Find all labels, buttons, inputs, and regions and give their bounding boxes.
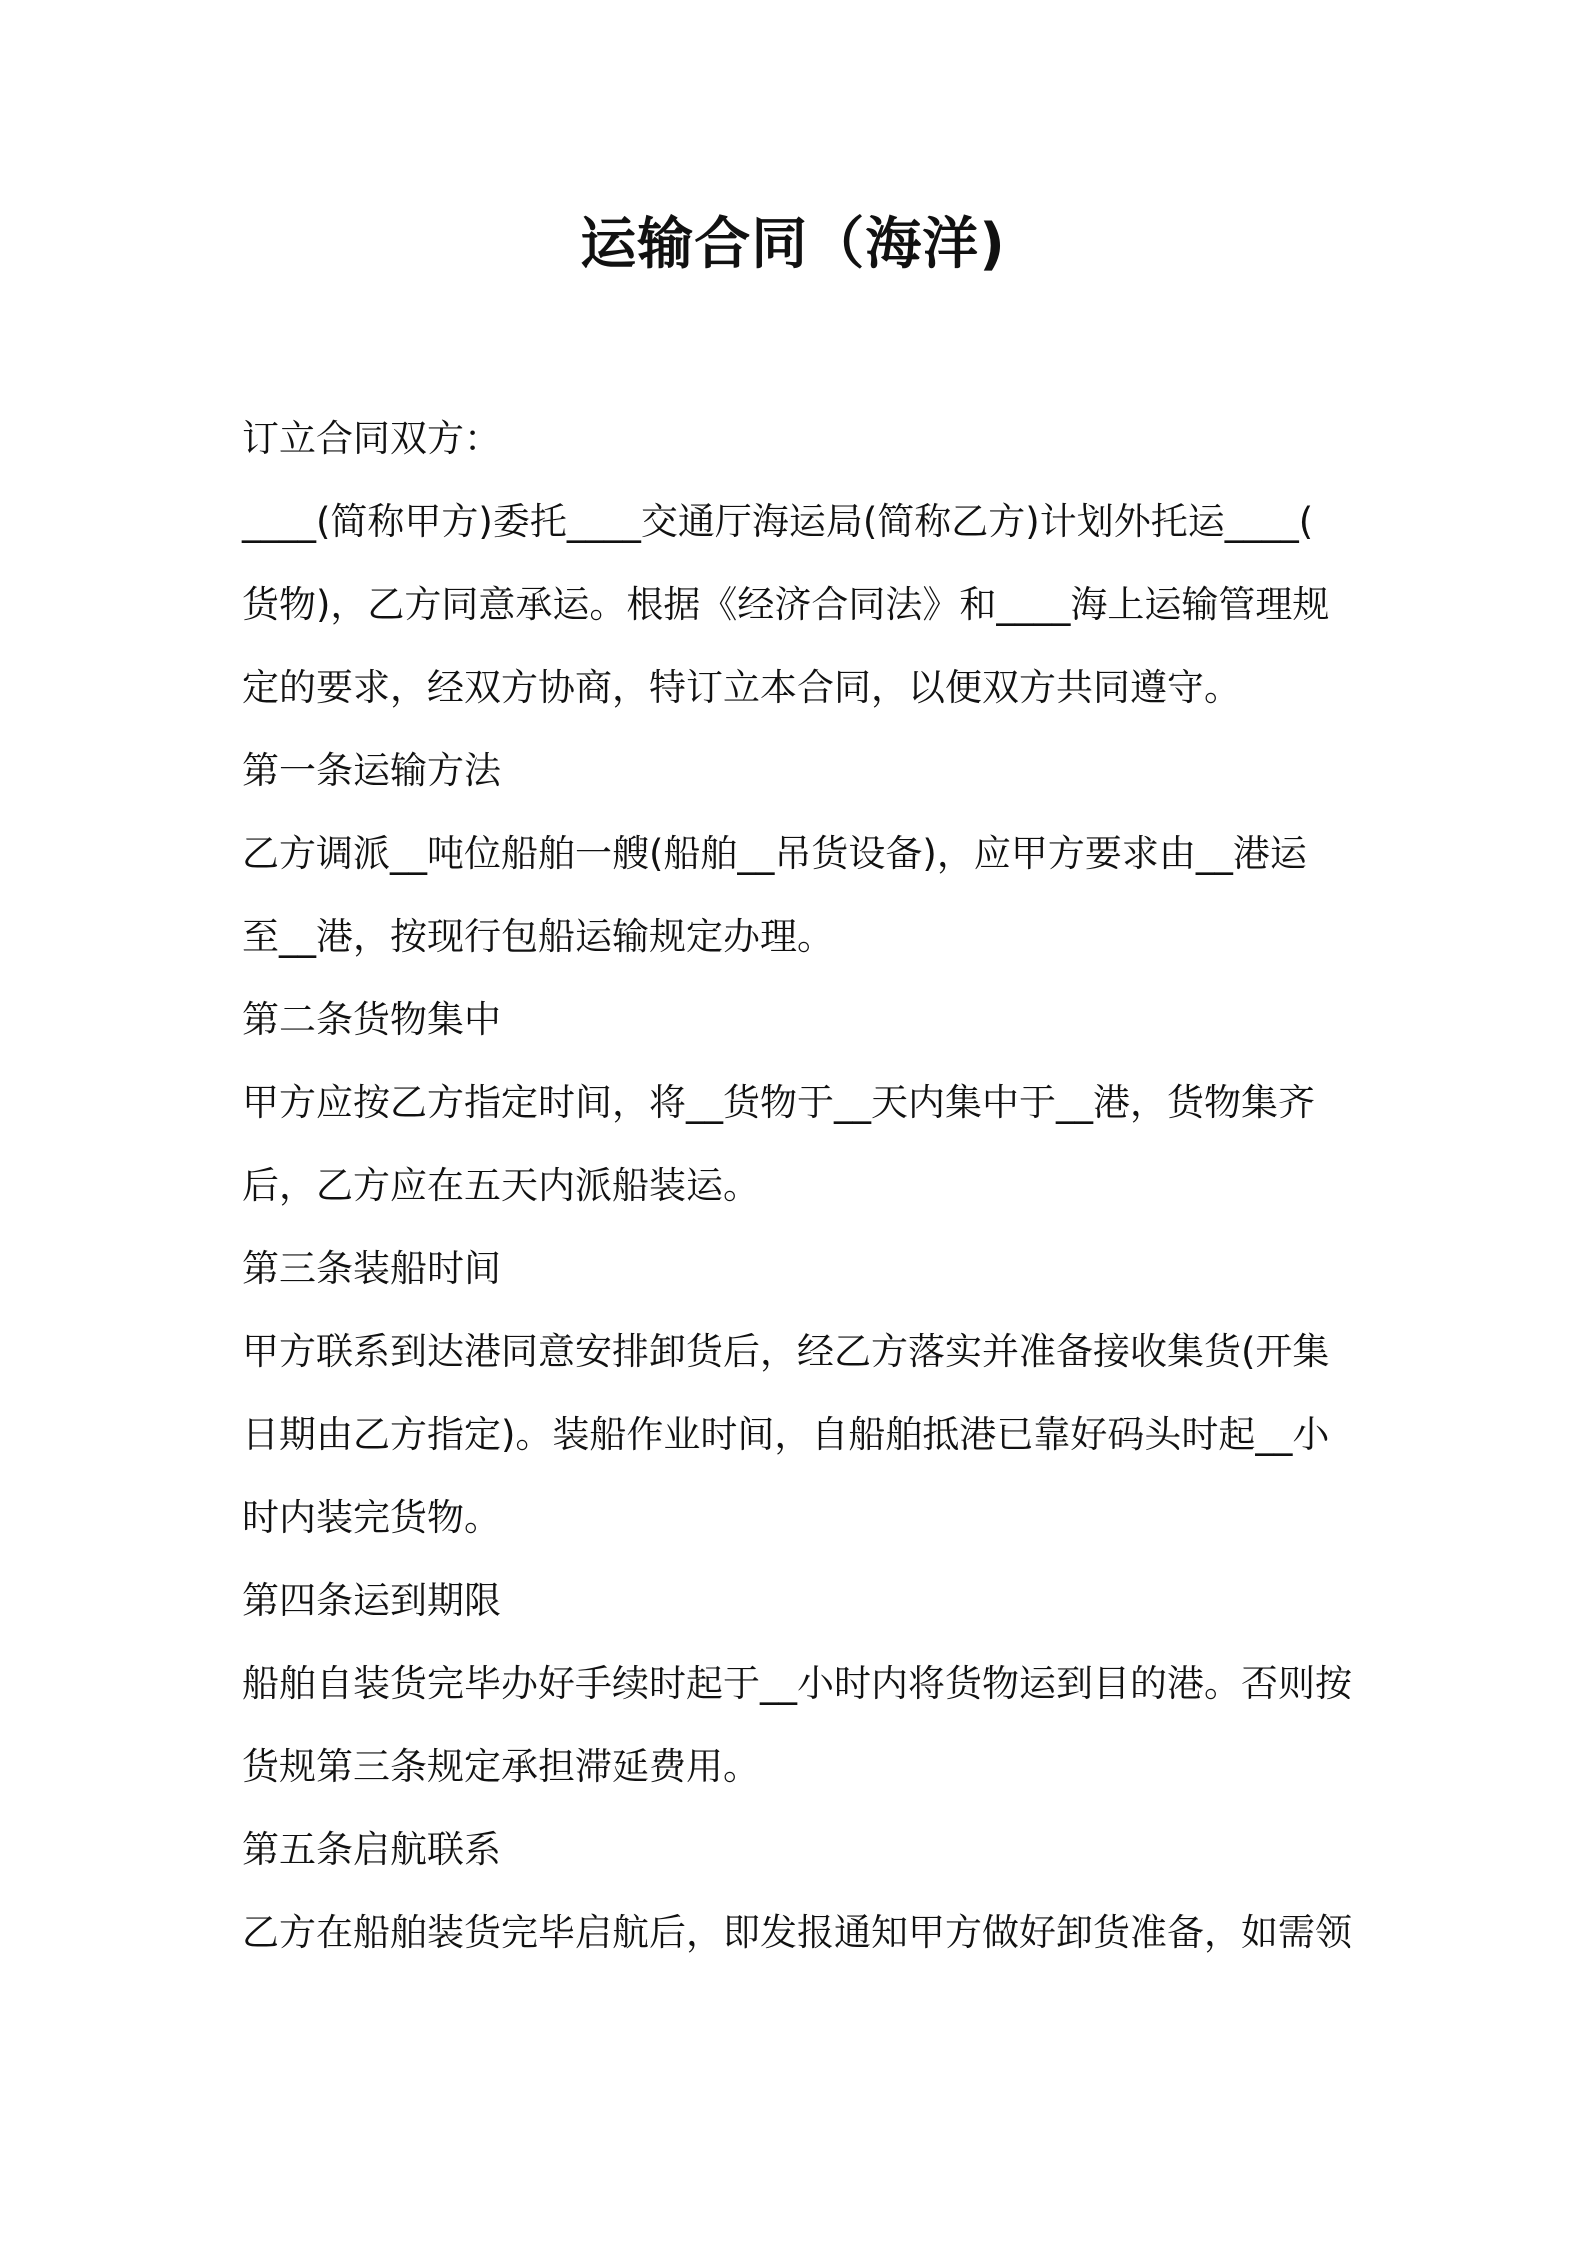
article-4-line: 货规第三条规定承担滞延费用。 xyxy=(242,1745,760,1788)
contract-body xyxy=(242,397,1362,1974)
article-2-line: 后，乙方应在五天内派船装运。 xyxy=(242,1164,760,1207)
article-3-line: 日期由乙方指定)。装船作业时间，自船舶抵港已靠好码头时起__小 xyxy=(242,1413,1330,1456)
article-4-line: 船舶自装货完毕办好手续时起于__小时内将货物运到目的港。否则按 xyxy=(242,1662,1352,1705)
article-3-heading: 第三条装船时间 xyxy=(242,1247,501,1290)
page-title: 运输合同（海洋) xyxy=(580,212,1006,277)
article-4-heading: 第四条运到期限 xyxy=(242,1579,501,1622)
article-1-line: 至__港，按现行包船运输规定办理。 xyxy=(242,915,834,958)
parties-heading: 订立合同双方： xyxy=(242,417,501,460)
preamble-line: 货物)，乙方同意承运。根据《经济合同法》和____海上运输管理规 xyxy=(242,583,1330,626)
article-5-line: 乙方在船舶装货完毕启航后，即发报通知甲方做好卸货准备，如需领 xyxy=(242,1911,1352,1954)
article-5-heading: 第五条启航联系 xyxy=(242,1828,501,1871)
article-1-heading: 第一条运输方法 xyxy=(242,749,501,792)
article-2-line: 甲方应按乙方指定时间，将__货物于__天内集中于__港，货物集齐 xyxy=(242,1081,1315,1124)
article-2-heading: 第二条货物集中 xyxy=(242,998,501,1041)
article-3-line: 时内装完货物。 xyxy=(242,1496,501,1539)
article-3-line: 甲方联系到达港同意安排卸货后，经乙方落实并准备接收集货(开集 xyxy=(242,1330,1330,1373)
preamble-line: ____(简称甲方)委托____交通厅海运局(简称乙方)计划外托运____( xyxy=(242,500,1314,543)
preamble-line: 定的要求，经双方协商，特订立本合同，以便双方共同遵守。 xyxy=(242,666,1241,709)
article-1-line: 乙方调派__吨位船舶一艘(船舶__吊货设备)，应甲方要求由__港运 xyxy=(242,832,1307,875)
